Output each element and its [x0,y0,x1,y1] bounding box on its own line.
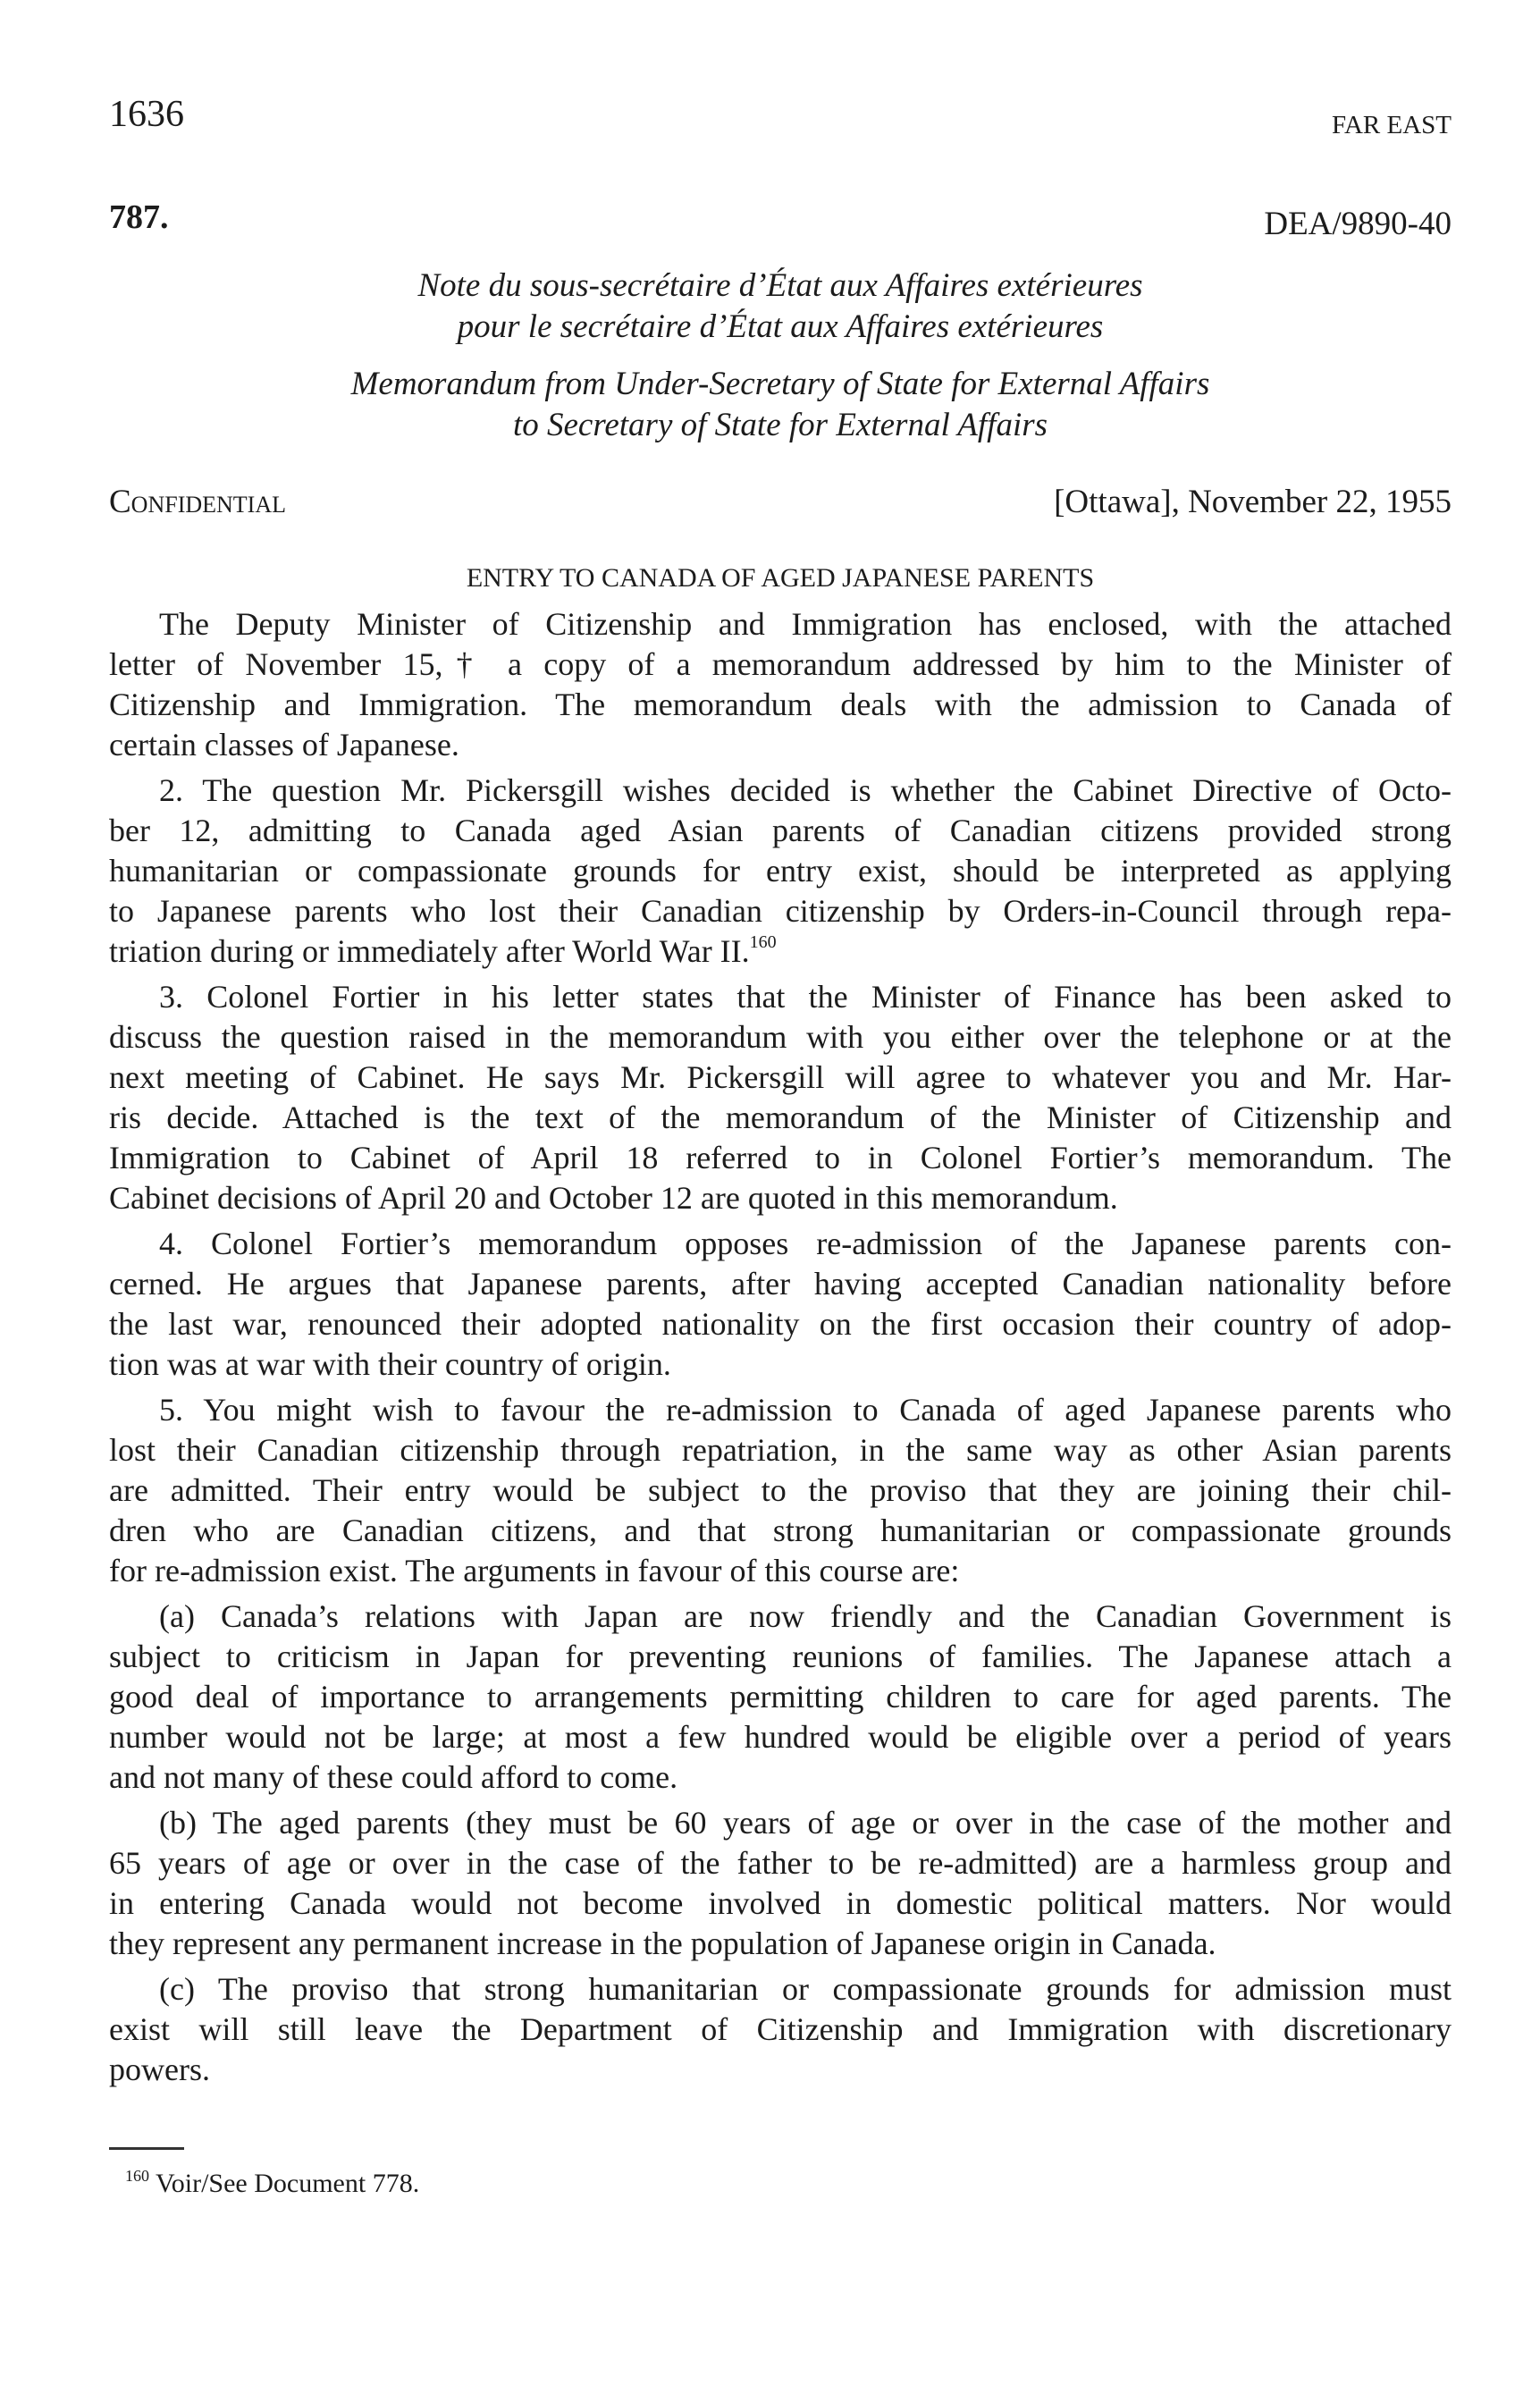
text-line [109,1597,1452,1637]
text-line [109,1390,1452,1430]
line-text: lost their Canadian citizenship through repatriation, in the same way as other Asian parents [109,1432,1452,1468]
text-line [109,1677,1452,1717]
text-line [109,1843,1452,1883]
text-line [109,1883,1452,1924]
text-line [109,1924,1452,1964]
line-text: Immigration to Cabinet of April 18 referred to in Colonel Fortier’s memorandum. The [109,1140,1452,1175]
line-text: next meeting of Cabinet. He says Mr. Pickersgill will agree to whatever you and Mr. Har- [109,1059,1452,1095]
line-text: to Japanese parents who lost their Canadian citizenship by Orders-in-Council through repa- [109,893,1452,929]
line-text: they represent any permanent increase in the population of Japanese origin in Canada. [109,1925,1216,1961]
place-date: [Ottawa], November 22, 1955 [1054,484,1452,520]
text-line [109,1470,1452,1511]
text-line [109,1098,1452,1138]
text-line [109,891,1452,931]
text-line [109,1803,1452,1843]
paragraph [109,1803,1452,1964]
heading-english [109,364,1452,446]
heading-line: pour le secrétaire d’État aux Affaires extérieures [457,308,1104,345]
heading-line: Note du sous-secrétaire d’État aux Affaires extérieures [417,267,1143,304]
text-line [109,1138,1452,1178]
text-line [109,771,1452,811]
text-line [109,1344,1452,1385]
line-text: Cabinet decisions of April 20 and October 12 are quoted in this memorandum. [109,1180,1118,1216]
line-text: subject to criticism in Japan for preventing reunions of families. The Japanese attach a [109,1639,1452,1674]
line-text: for re-admission exist. The arguments in favour of this course are: [109,1553,960,1588]
text-line [109,645,1452,685]
line-text: 2. The question Mr. Pickersgill wishes decided is whether the Cabinet Directive of Octo- [159,772,1452,808]
text-line [109,1551,1452,1591]
line-text: (a) Canada’s relations with Japan are now friendly and the Canadian Government is [159,1598,1452,1634]
file-reference: DEA/9890-40 [1264,206,1452,242]
text-line [109,977,1452,1017]
classification: Confidential [109,484,286,520]
line-text: (b) The aged parents (they must be 60 years of age or over in the case of the mother and [159,1805,1452,1841]
text-line [109,1430,1452,1470]
page-number: 1636 [109,94,184,135]
line-text: certain classes of Japanese. [109,727,459,763]
text-line [109,685,1452,725]
text-line [109,2010,1452,2050]
line-text: (c) The proviso that strong humanitarian or compassionate grounds for admission must [159,1971,1452,2007]
line-text: 65 years of age or over in the case of the father to be re-admitted) are a harmless group and [109,1845,1452,1881]
line-text: discuss the question raised in the memorandum with you either over the telephone or at the [109,1019,1452,1055]
text-line [109,1304,1452,1344]
footnote-rule [109,2147,184,2150]
document-title: ENTRY TO CANADA OF AGED JAPANESE PARENTS [466,563,1095,593]
text-line [109,1757,1452,1798]
running-head: FAR EAST [1331,111,1452,139]
heading-line: to Secretary of State for External Affairs [512,407,1048,443]
line-text: cerned. He argues that Japanese parents, after having accepted Canadian nationality before [109,1266,1452,1302]
text-line [109,1264,1452,1304]
text-line [109,725,1452,765]
text-line [109,1511,1452,1551]
text-line [109,1057,1452,1098]
text-line [109,1637,1452,1677]
paragraph [109,1390,1452,1591]
text-line [109,1017,1452,1057]
line-text: 4. Colonel Fortier’s memorandum opposes re-admission of the Japanese parents con- [159,1226,1452,1261]
line-text: exist will still leave the Department of Citizenship and Immigration with discretionary [109,2011,1452,2047]
footnote-number: 160 [125,2167,149,2185]
heading-french [109,265,1452,348]
line-text: ris decide. Attached is the text of the memorandum of the Minister of Citizenship and [109,1100,1452,1135]
paragraph [109,1969,1452,2090]
line-text: letter of November 15,† a copy of a memorandum addressed by him to the Minister of [109,646,1452,682]
line-text: ber 12, admitting to Canada aged Asian parents of Canadian citizens provided strong [109,813,1452,848]
line-text: the last war, renounced their adopted nationality on the first occasion their country of adop- [109,1306,1452,1342]
text-line [109,851,1452,891]
text-line [109,1717,1452,1757]
text-line [109,1224,1452,1264]
text-line [109,931,1452,972]
paragraph [109,604,1452,765]
line-text: The Deputy Minister of Citizenship and Immigration has enclosed, with the attached [159,606,1452,642]
footnote [125,2167,419,2201]
line-text: 5. You might wish to favour the re-admission to Canada of aged Japanese parents who [159,1392,1452,1428]
footnote-reference: 160 [749,932,777,952]
line-text: humanitarian or compassionate grounds for entry exist, should be interpreted as applying [109,853,1452,889]
text-line [109,1178,1452,1218]
line-text: and not many of these could afford to come. [109,1759,678,1795]
line-text: Citizenship and Immigration. The memorandum deals with the admission to Canada of [109,687,1452,722]
text-line [109,1969,1452,2010]
paragraph [109,1224,1452,1385]
document-number: 787. [109,198,169,236]
line-text: triation during or immediately after World War II. [109,933,750,969]
paragraph [109,771,1452,972]
text-line [109,811,1452,851]
line-text: tion was at war with their country of origin. [109,1346,671,1382]
paragraph [109,1597,1452,1798]
line-text: powers. [109,2052,210,2087]
footnote-text: Voir/See Document 778. [155,2169,420,2198]
heading-line: Memorandum from Under-Secretary of State for External Affairs [350,366,1210,402]
line-text: good deal of importance to arrangements permitting children to care for aged parents. The [109,1679,1452,1715]
line-text: 3. Colonel Fortier in his letter states that the Minister of Finance has been asked to [159,979,1452,1015]
text-line [109,604,1452,645]
line-text: are admitted. Their entry would be subject to the proviso that they are joining their chil- [109,1472,1452,1508]
paragraph [109,977,1452,1218]
line-text: in entering Canada would not become involved in domestic political matters. Nor would [109,1885,1452,1921]
text-line [109,2050,1452,2090]
line-text: number would not be large; at most a few hundred would be eligible over a period of years [109,1719,1452,1755]
line-text: dren who are Canadian citizens, and that strong humanitarian or compassionate grounds [109,1512,1452,1548]
